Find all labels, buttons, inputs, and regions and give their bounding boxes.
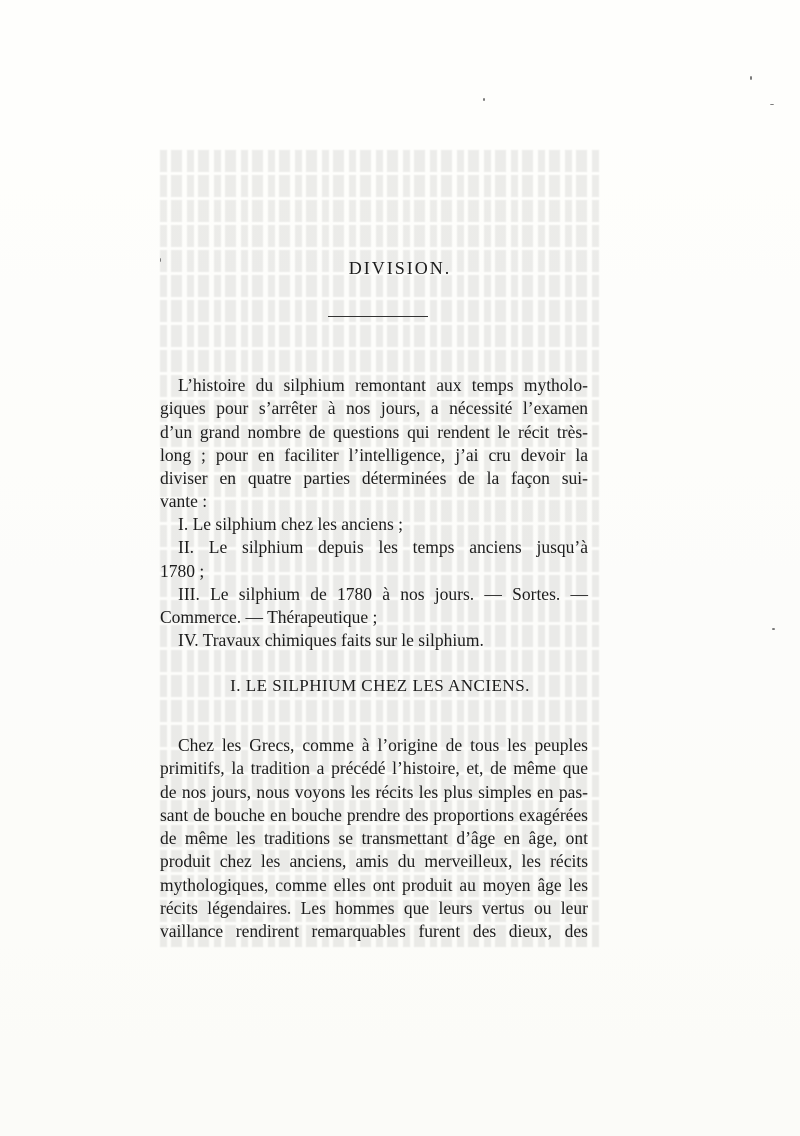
outline-item: III. Le silphium de 1780 à nos jours. — Sortes. — — [178, 583, 588, 604]
section-title: I. LE SILPHIUM CHEZ LES ANCIENS. — [230, 676, 530, 695]
text-line: primitifs, la tradition a précédé l’histoire, et, de même que — [160, 758, 588, 779]
text-line: giques pour s’arrêter à nos jours, a nécessité l’examen — [160, 398, 588, 419]
outline-item-continued: 1780 ; — [160, 560, 205, 581]
speck-mark — [750, 76, 752, 80]
outline-item: II. Le silphium depuis les temps anciens jusqu’à — [178, 537, 588, 558]
speck-mark — [483, 98, 485, 101]
heading-rule — [328, 316, 428, 317]
outline-item: IV. Travaux chimiques faits sur le silphium. — [178, 630, 484, 651]
page-heading: DIVISION. — [348, 258, 452, 278]
intro-paragraph — [160, 374, 588, 514]
text-line: Chez les Grecs, comme à l’origine de tous les peuples — [178, 735, 588, 755]
text-line: récits légendaires. Les hommes que leurs vertus ou leur — [160, 898, 588, 919]
outline-item-continued: Commerce. — Thérapeutique ; — [160, 607, 378, 628]
text-line: vaillance rendirent remarquables furent des dieux, des — [160, 921, 588, 942]
text-line: L’histoire du silphium remontant aux temps mytholo- — [178, 375, 588, 395]
text-line: de même les traditions se transmettant d’âge en âge, ont — [160, 828, 588, 849]
body-paragraph — [160, 734, 588, 944]
outline-list — [160, 513, 588, 653]
text-line: de nos jours, nous voyons les récits les plus simples en pas- — [160, 781, 588, 802]
text-line: sant de bouche en bouche prendre des proportions exagérées — [160, 804, 588, 825]
speck-mark — [770, 104, 774, 105]
speck-mark — [772, 628, 775, 630]
text-line: d’un grand nombre de questions qui rendent le récit très- — [160, 421, 588, 442]
text-line: mythologiques, comme elles ont produit au moyen âge les — [160, 874, 588, 895]
text-line: diviser en quatre parties déterminées de la façon sui- — [160, 468, 588, 489]
text-line: long ; pour en faciliter l’intelligence, j’ai cru devoir la — [160, 444, 588, 465]
text-line: vante : — [160, 491, 208, 512]
outline-item: I. Le silphium chez les anciens ; — [178, 514, 403, 534]
text-line: produit chez les anciens, amis du merveilleux, les récits — [160, 851, 588, 872]
